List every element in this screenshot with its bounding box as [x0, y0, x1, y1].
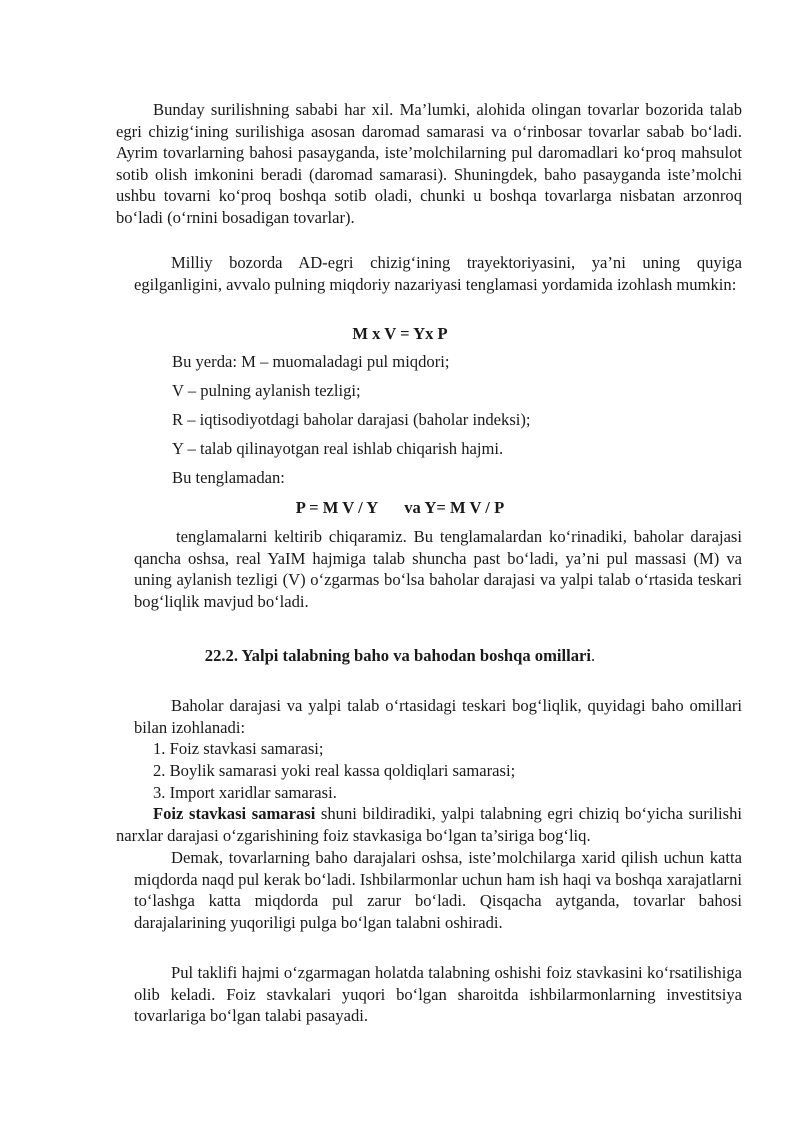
section-heading-dot: .	[591, 646, 596, 665]
section-heading-text: 22.2. Yalpi talabning baho va bahodan boshqa omillari	[204, 646, 592, 665]
formula-price: P = M V / Y	[295, 498, 379, 517]
paragraph-foiz-samarasi-text: shuni bildiradiki, yalpi talabning egri chiziq bo‘yicha surilishi narxlar darajasi o‘zgarishining foiz stavkasiga bo‘lgan ta’siriga bog‘liq.	[116, 804, 742, 845]
text-bu-tenglamadan: Bu tenglamadan:	[172, 468, 285, 487]
paragraph-baho-omillari: Baholar darajasi va yalpi talab o‘rtasidagi teskari bog‘liqlik, quyidagi baho omillari bilan izohlanadi:	[134, 696, 742, 737]
paragraph-demak: Demak, tovarlarning baho darajalari oshsa, iste’molchilarga xarid qilish uchun katta miqdorda naqd pul kerak bo‘ladi. Ishbilarmonlar uchun ham ish haqi va boshqa xarajatlarni to‘lashga katta miqdorda pul zarur bo‘ladi. Qisqacha aytganda, tovarlar bahosi darajalarining yuqoriligi pulga bo‘lgan talabni oshiradi.	[134, 848, 742, 932]
list-item-import: 3. Import xaridlar samarasi.	[153, 783, 337, 802]
definition-y: Y – talab qilinayotgan real ishlab chiqarish hajmi.	[172, 439, 504, 458]
definition-r: R – iqtisodiyotdagi baholar darajasi (baholar indeksi);	[172, 410, 531, 429]
list-item-foiz: 1. Foiz stavkasi samarasi;	[153, 739, 324, 758]
list-item-boylik: 2. Boylik samarasi yoki real kassa qoldiqlari samarasi;	[153, 761, 516, 780]
formula-quantity-equation: M x V = Yx P	[352, 324, 448, 343]
formula-output: va Y= M V / P	[404, 498, 505, 517]
paragraph-foiz-samarasi	[116, 803, 742, 846]
paragraph-ad-curve: Milliy bozorda AD-egri chizig‘ining trayektoriyasini, ya’ni uning quyiga egilganligini, avvalo pulning miqdoriy nazariyasi tenglamasi yordamida izohlash mumkin:	[134, 253, 742, 294]
paragraph-tenglamalar: tenglamalarni keltirib chiqaramiz. Bu tenglamalardan ko‘rinadiki, baholar darajasi qancha oshsa, real YaIM hajmiga talab shuncha past bo‘ladi, ya’ni pul massasi (M) va uning aylanish tezligi (V) o‘zgarmas bo‘lsa baholar darajasi va yalpi talab o‘rtasida teskari bog‘liqlik mavjud bo‘ladi.	[134, 527, 742, 611]
section-heading	[0, 645, 800, 667]
definition-v: V – pulning aylanish tezligi;	[172, 381, 361, 400]
paragraph-surilish-sababi: Bunday surilishning sababi har xil. Ma’lumki, alohida olingan tovarlar bozorida talab egri chizig‘ining surilishiga asosan daromad samarasi va o‘rinbosar tovarlar sabab bo‘ladi. Ayrim tovarlarning bahosi pasayganda, iste’molchilarning pul daromadlari ko‘proq mahsulot sotib olish imkonini beradi (daromad samarasi). Shuningdek, baho pasayganda iste’molchi ushbu tovarni ko‘proq boshqa sotib oladi, chunki u boshqa tovarlarga nisbatan arzonroq bo‘ladi (o‘rnini bosadigan tovarlar).	[116, 100, 742, 227]
paragraph-pul-taklifi: Pul taklifi hajmi o‘zgarmagan holatda talabning oshishi foiz stavkasini ko‘rsatilishiga olib keladi. Foiz stavkalari yuqori bo‘lgan sharoitda ishbilarmonlarning investitsiya tovarlariga bo‘lgan talabi pasayadi.	[134, 963, 742, 1026]
formula-derived	[0, 497, 800, 519]
term-foiz-stavkasi-samarasi: Foiz stavkasi samarasi	[153, 804, 316, 823]
definition-m: Bu yerda: M – muomaladagi pul miqdori;	[172, 352, 450, 371]
